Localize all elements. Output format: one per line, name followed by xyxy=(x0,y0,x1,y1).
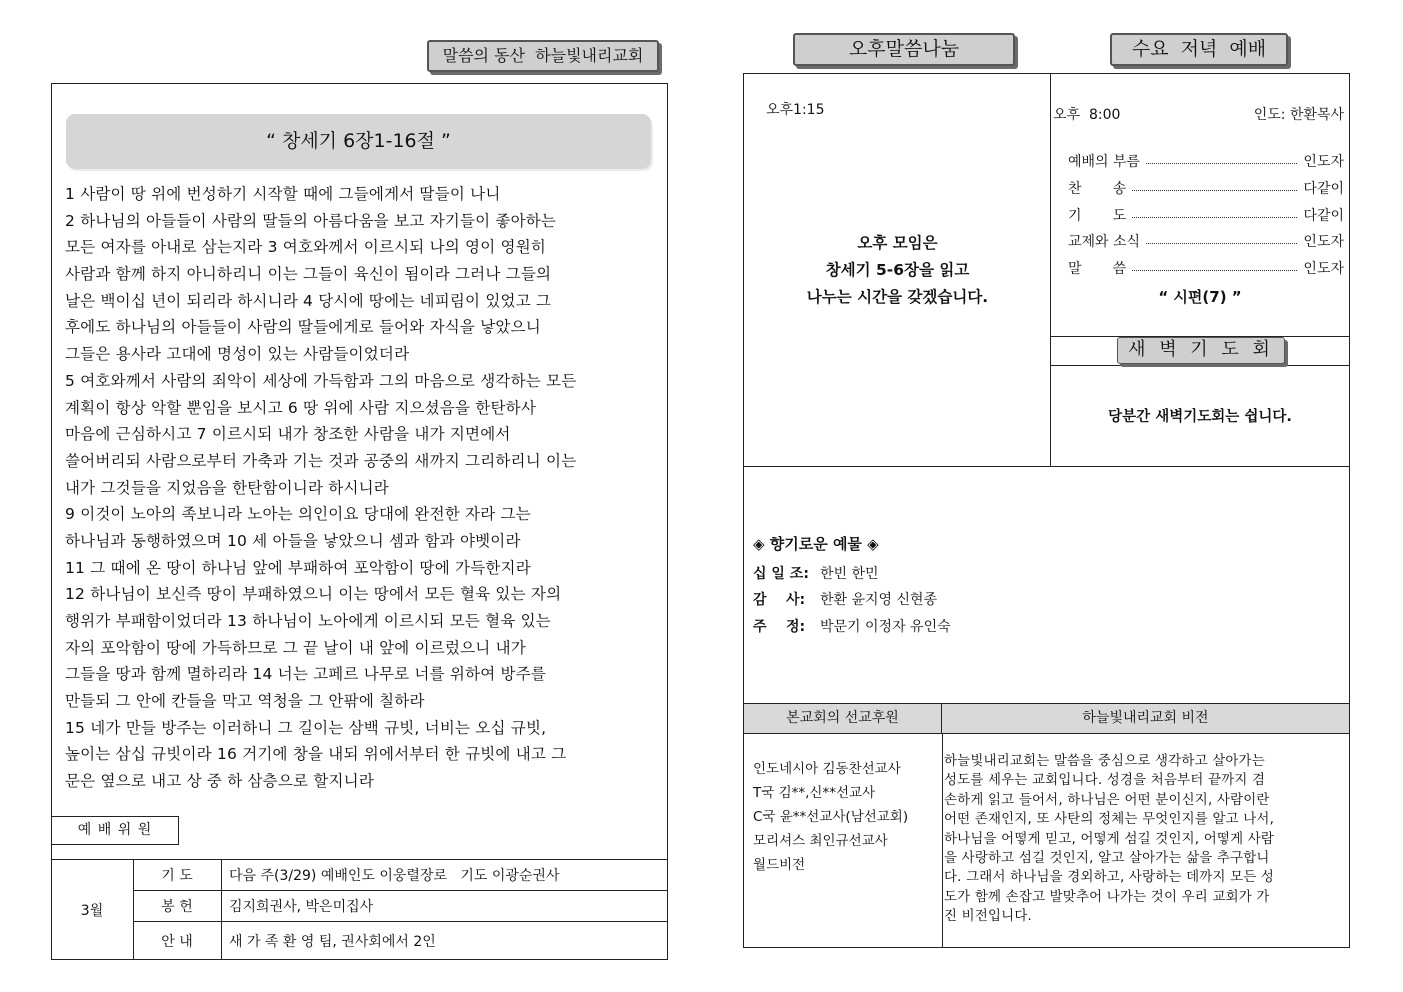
order-item: 찬 송 xyxy=(1068,181,1127,197)
offering-label: 십 일 조: xyxy=(753,566,809,582)
order-who: 다같이 xyxy=(1303,181,1344,197)
worship-committee-label xyxy=(51,816,179,845)
vision-line: 하늘빛내리교회는 말씀을 중심으로 생각하고 살아가는 xyxy=(944,753,1265,769)
order-who: 인도자 xyxy=(1303,154,1344,170)
offering-names: 한환 윤지영 신현종 xyxy=(820,592,938,608)
mission-item: 월드비전 xyxy=(753,857,806,873)
order-who: 다같이 xyxy=(1303,208,1344,224)
offerings-title: ◈ 향기로운 예물 ◈ xyxy=(753,535,879,553)
offering-row-tithe xyxy=(753,563,879,583)
dawn-prayer-header-text: 새 벽 기 도 회 xyxy=(1128,339,1274,360)
wednesday-leader: 인도: 한환목사 xyxy=(1253,107,1344,123)
scripture-line: 12 하나님이 보신즉 땅이 부패하였으니 이는 땅에서 모든 혈육 있는 자의 xyxy=(65,585,562,604)
committee-month: 3월 xyxy=(80,902,104,919)
dot-leader xyxy=(1132,190,1297,191)
vision-line: 진 비전입니다. xyxy=(944,908,1032,925)
committee-content-prayer: 다음 주(3/29) 예배인도 이웅렬장로 기도 이광순권사 xyxy=(229,867,560,884)
order-item: 말 씀 xyxy=(1068,261,1127,277)
scripture-line: 쓸어버리되 사람으로부터 가축과 기는 것과 공중의 새까지 그리하리니 이는 xyxy=(65,451,577,470)
church-name-header xyxy=(427,40,659,72)
afternoon-message xyxy=(745,230,1050,311)
dot-leader xyxy=(1132,217,1297,218)
scripture-line: 모든 여자를 아내로 삼는지라 3 여호와께서 이르시되 나의 영이 영원히 xyxy=(65,238,547,257)
dot-leader xyxy=(1132,270,1297,271)
scripture-line: 계획이 항상 악할 뿐임을 보시고 6 땅 위에 사람 지으셨음을 한탄하사 xyxy=(65,398,537,417)
committee-content-offering: 김지희권사, 박은미집사 xyxy=(229,898,374,915)
scripture-line: 높이는 삼십 규빗이라 16 거기에 창을 내되 위에서부터 한 규빗에 내고 그 xyxy=(65,745,567,764)
wednesday-header-text: 수요 저녁 예배 xyxy=(1131,38,1267,60)
vision-line: 하나님을 어떻게 믿고, 어떻게 섬길 것인지, 어떻게 사람 xyxy=(944,830,1275,847)
vision-line: 어떤 존재인지, 또 사탄의 정체는 무엇인지를 알고 나서, xyxy=(944,811,1275,828)
order-row-news xyxy=(1068,229,1344,253)
offering-names: 한빈 한민 xyxy=(820,566,879,582)
bottom-col-divider xyxy=(942,733,943,948)
wednesday-header xyxy=(1110,33,1288,66)
scripture-title-bar xyxy=(66,114,651,169)
vision-line: 을 사랑하고 섬길 것인지, 알고 살아가는 삶을 추구합니 xyxy=(944,849,1270,866)
mission-item: C국 윤**선교사(남선교회) xyxy=(753,809,909,825)
dot-leader xyxy=(1146,163,1297,164)
scripture-line: 행위가 부패함이었더라 13 하나님이 노아에게 이르시되 모든 혈육 있는 xyxy=(65,612,551,630)
vision-line: 도가 함께 손잡고 발맞추어 나가는 것이 우리 교회가 가 xyxy=(944,888,1270,905)
dawn-prayer-header xyxy=(1117,337,1285,364)
vision-line: 다. 그래서 하나님을 경외하고, 사랑하는 데까지 모든 성 xyxy=(944,869,1275,886)
vision-line: 손하게 읽고 들어서, 하나님은 어떤 분이신지, 사람이란 xyxy=(944,791,1270,808)
offering-names: 박문기 이정자 유인숙 xyxy=(820,619,951,635)
wednesday-time: 오후 8:00 xyxy=(1053,107,1121,123)
scripture-line: 그들은 용사라 고대에 명성이 있는 사람들이었더라 xyxy=(65,345,410,364)
committee-role-offering: 봉 헌 xyxy=(161,898,193,915)
scripture-line: 하나님과 동행하였으며 10 세 아들을 낳았으니 셈과 함과 야벳이라 xyxy=(65,531,521,550)
order-row-hymn xyxy=(1068,176,1344,200)
committee-content-usher: 새 가 족 환 영 팀, 권사회에서 2인 xyxy=(229,933,436,950)
missions-header xyxy=(743,703,942,734)
afternoon-header-text: 오후말씀나눔 xyxy=(848,38,960,60)
dawn-prayer-message: 당분간 새벽기도회는 쉽니다. xyxy=(1108,409,1292,425)
scripture-line: 11 그 때에 온 땅이 하나님 앞에 부패하여 포악함이 땅에 가득한지라 xyxy=(65,558,531,577)
order-row-sermon xyxy=(1068,256,1344,280)
offering-row-weekly xyxy=(753,616,951,636)
mission-item: 인도네시아 김동찬선교사 xyxy=(753,761,901,777)
order-item: 교제와 소식 xyxy=(1068,234,1141,250)
upper-section-bottom xyxy=(743,466,1350,467)
scripture-line: 문은 옆으로 내고 상 중 하 삼층으로 할지니라 xyxy=(65,772,375,791)
dawn-prayer-header-bottom xyxy=(1050,365,1350,366)
missions-header-text: 본교회의 선교후원 xyxy=(786,710,899,726)
vision-text xyxy=(944,752,1348,927)
scripture-line: 5 여호와께서 사람의 죄악이 세상에 가득함과 그의 마음으로 생각하는 모든 xyxy=(65,371,577,390)
committee-role-prayer: 기 도 xyxy=(161,867,193,884)
scripture-text xyxy=(65,181,661,795)
afternoon-time: 오후1:15 xyxy=(766,102,825,118)
scripture-line: 만들되 그 안에 칸들을 막고 역청을 그 안팎에 칠하라 xyxy=(65,692,425,711)
vision-header-text: 하늘빛내리교회 비전 xyxy=(1082,710,1209,726)
order-who: 인도자 xyxy=(1303,261,1344,277)
order-row-prayer xyxy=(1068,203,1344,227)
scripture-line: 날은 백이십 년이 되리라 하시니라 4 당시에 땅에는 네피림이 있었고 그 xyxy=(65,291,552,310)
offering-label: 감 사: xyxy=(753,592,806,608)
afternoon-header xyxy=(793,33,1015,66)
sermon-title: “ 시편(7) ” xyxy=(1158,288,1242,306)
afternoon-message-line: 창세기 5-6장을 읽고 xyxy=(825,261,970,279)
offering-label: 주 정: xyxy=(753,619,806,635)
mission-item: 모리셔스 최인규선교사 xyxy=(753,833,888,849)
scripture-line: 2 하나님의 아들들이 사람의 딸들의 아름다움을 보고 자기들이 좋아하는 xyxy=(65,211,557,230)
dot-leader xyxy=(1146,243,1297,244)
scripture-line: 그들을 땅과 함께 멸하리라 14 너는 고페르 나무로 너를 위하여 방주를 xyxy=(65,665,547,684)
committee-role-usher: 안 내 xyxy=(161,933,193,950)
afternoon-message-line: 오후 모임은 xyxy=(857,234,938,252)
order-item: 예배의 부름 xyxy=(1068,154,1141,170)
scripture-line: 후에도 하나님의 아들들이 사람의 딸들에게로 들어와 자식을 낳았으니 xyxy=(65,318,541,337)
church-name: 말씀의 동산 하늘빛내리교회 xyxy=(442,46,644,65)
order-who: 인도자 xyxy=(1303,234,1344,250)
offering-row-thanks xyxy=(753,589,937,609)
committee-col-divider xyxy=(221,859,222,960)
scripture-line: 1 사람이 땅 위에 번성하기 시작할 때에 그들에게서 딸들이 나니 xyxy=(65,185,501,203)
scripture-line: 사람과 함께 하지 아니하리니 이는 그들이 육신이 됨이라 그러나 그들의 xyxy=(65,265,552,284)
scripture-line: 자의 포악함이 땅에 가득하므로 그 끝 날이 내 앞에 이르렀으니 내가 xyxy=(65,638,526,657)
scripture-line: 9 이것이 노아의 족보니라 노아는 의인이요 당대에 완전한 자라 그는 xyxy=(65,505,531,524)
scripture-title: “ 창세기 6장1-16절 ” xyxy=(266,130,451,152)
vision-header xyxy=(941,703,1350,734)
scripture-line: 15 네가 만들 방주는 이러하니 그 길이는 삼백 규빗, 너비는 오십 규빗, xyxy=(65,718,547,737)
vision-line: 성도를 세우는 교회입니다. 성경을 처음부터 끝까지 겸 xyxy=(944,772,1266,789)
scripture-line: 내가 그것들을 지었음을 한탄함이니라 하시니라 xyxy=(65,478,389,497)
order-row-call xyxy=(1068,149,1344,173)
worship-committee-label-text: 예 배 위 원 xyxy=(77,822,153,838)
missions-list xyxy=(753,757,908,877)
afternoon-message-line: 나누는 시간을 갖겠습니다. xyxy=(806,288,989,306)
mission-item: T국 김**,신**선교사 xyxy=(753,785,876,801)
scripture-line: 마음에 근심하시고 7 이르시되 내가 창조한 사람을 내가 지면에서 xyxy=(65,425,511,444)
order-item: 기 도 xyxy=(1068,208,1127,224)
